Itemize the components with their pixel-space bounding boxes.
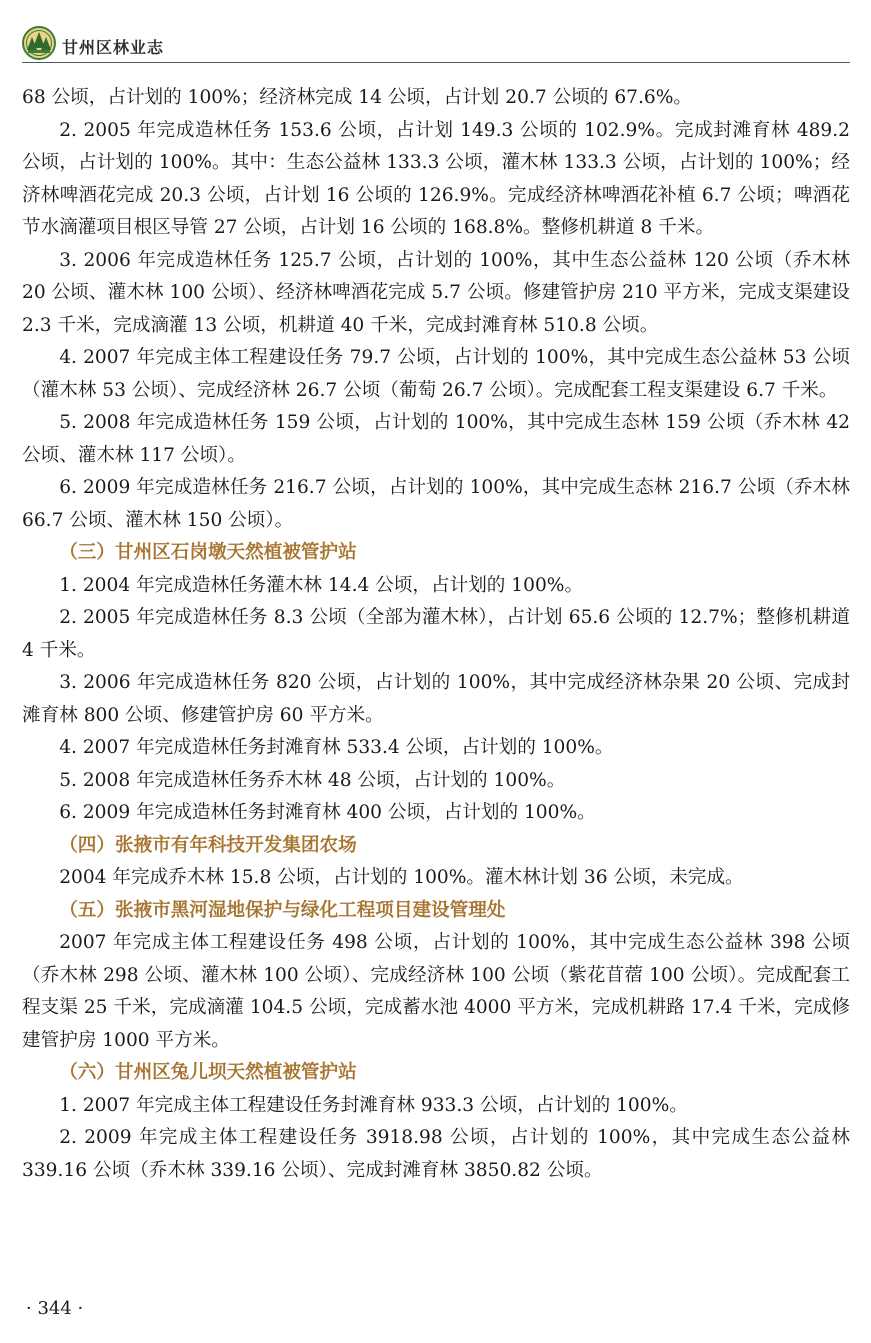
- body-paragraph: 3. 2006 年完成造林任务 125.7 公顷，占计划的 100%，其中生态公益林 120 公顷（乔木林 20 公顷、灌木林 100 公顷）、经济林啤酒花完成 5.7 公顷。修建管护房 210 平方米，完成支渠建设 2.3 千米，完成滴灌 13 公顷，机耕道 40 千米，完成封滩育林 510.8 公顷。: [22, 249, 850, 336]
- body-paragraph: 3. 2006 年完成造林任务 820 公顷，占计划的 100%，其中完成经济林杂果 20 公顷、完成封滩育林 800 公顷、修建管护房 60 平方米。: [22, 672, 850, 726]
- page-header: [22, 26, 850, 63]
- body-paragraph: 68 公顷，占计划的 100%；经济林完成 14 公顷，占计划 20.7 公顷的 67.6%。: [22, 87, 692, 108]
- body-paragraph: 2004 年完成乔木林 15.8 公顷，占计划的 100%。灌木林计划 36 公顷，未完成。: [59, 867, 744, 888]
- section-heading: （六）甘州区兔儿坝天然植被管护站: [59, 1062, 357, 1083]
- section-heading: （四）张掖市有年科技开发集团农场: [59, 834, 357, 856]
- section-heading: （五）张掖市黑河湿地保护与绿化工程项目建设管理处: [59, 899, 506, 921]
- page-body: [22, 82, 850, 1187]
- body-paragraph: 4. 2007 年完成造林任务封滩育林 533.4 公顷，占计划的 100%。: [59, 737, 614, 758]
- body-paragraph: 2. 2005 年完成造林任务 153.6 公顷，占计划 149.3 公顷的 102.9%。完成封滩育林 489.2 公顷，占计划的 100%。其中：生态公益林 133.3 公顷，灌木林 133.3 公顷，占计划的 100%；经济林啤酒花完成 20.3 公顷，占计划 16 公顷的 126.9%。完成经济林啤酒花补植 6.7 公顷；啤酒花节水滴灌项目根区导管 27 公顷，占计划 16 公顷的 168.8%。整修机耕道 8 千米。: [22, 119, 850, 238]
- body-paragraph: 4. 2007 年完成主体工程建设任务 79.7 公顷，占计划的 100%，其中完成生态公益林 53 公顷（灌木林 53 公顷）、完成经济林 26.7 公顷（葡萄 26.7 公顷）。完成配套工程支渠建设 6.7 千米。: [22, 347, 850, 401]
- body-paragraph: 6. 2009 年完成造林任务 216.7 公顷，占计划的 100%，其中完成生态林 216.7 公顷（乔木林 66.7 公顷、灌木林 150 公顷）。: [22, 477, 850, 531]
- body-paragraph: 2. 2005 年完成造林任务 8.3 公顷（全部为灌木林），占计划 65.6 公顷的 12.7%；整修机耕道 4 千米。: [22, 607, 850, 661]
- body-paragraph: 2. 2009 年完成主体工程建设任务 3918.98 公顷，占计划的 100%，其中完成生态公益林 339.16 公顷（乔木林 339.16 公顷）、完成封滩育林 3850.82 公顷。: [22, 1127, 850, 1181]
- book-title: 甘州区林业志: [62, 38, 165, 57]
- body-paragraph: 6. 2009 年完成造林任务封滩育林 400 公顷，占计划的 100%。: [59, 802, 596, 823]
- body-paragraph: 5. 2008 年完成造林任务乔木林 48 公顷，占计划的 100%。: [59, 769, 566, 791]
- body-paragraph: 2007 年完成主体工程建设任务 498 公顷，占计划的 100%，其中完成生态公益林 398 公顷（乔木林 298 公顷、灌木林 100 公顷）、完成经济林 100 公顷（紫花苜蓿 100 公顷）。完成配套工程支渠 25 千米，完成滴灌 104.5 公顷，完成蓄水池 4000 平方米，完成机耕路 17.4 千米，完成修建管护房 1000 平方米。: [22, 932, 850, 1051]
- section-heading: （三）甘州区石岗墩天然植被管护站: [59, 542, 357, 563]
- page-number: · 344 ·: [26, 1298, 84, 1319]
- body-paragraph: 1. 2007 年完成主体工程建设任务封滩育林 933.3 公顷，占计划的 100%。: [59, 1094, 688, 1116]
- body-paragraph: 5. 2008 年完成造林任务 159 公顷，占计划的 100%，其中完成生态林 159 公顷（乔木林 42 公顷、灌木林 117 公顷）。: [22, 412, 850, 466]
- forest-tree-emblem-icon: [22, 26, 56, 60]
- body-paragraph: 1. 2004 年完成造林任务灌木林 14.4 公顷，占计划的 100%。: [59, 574, 584, 596]
